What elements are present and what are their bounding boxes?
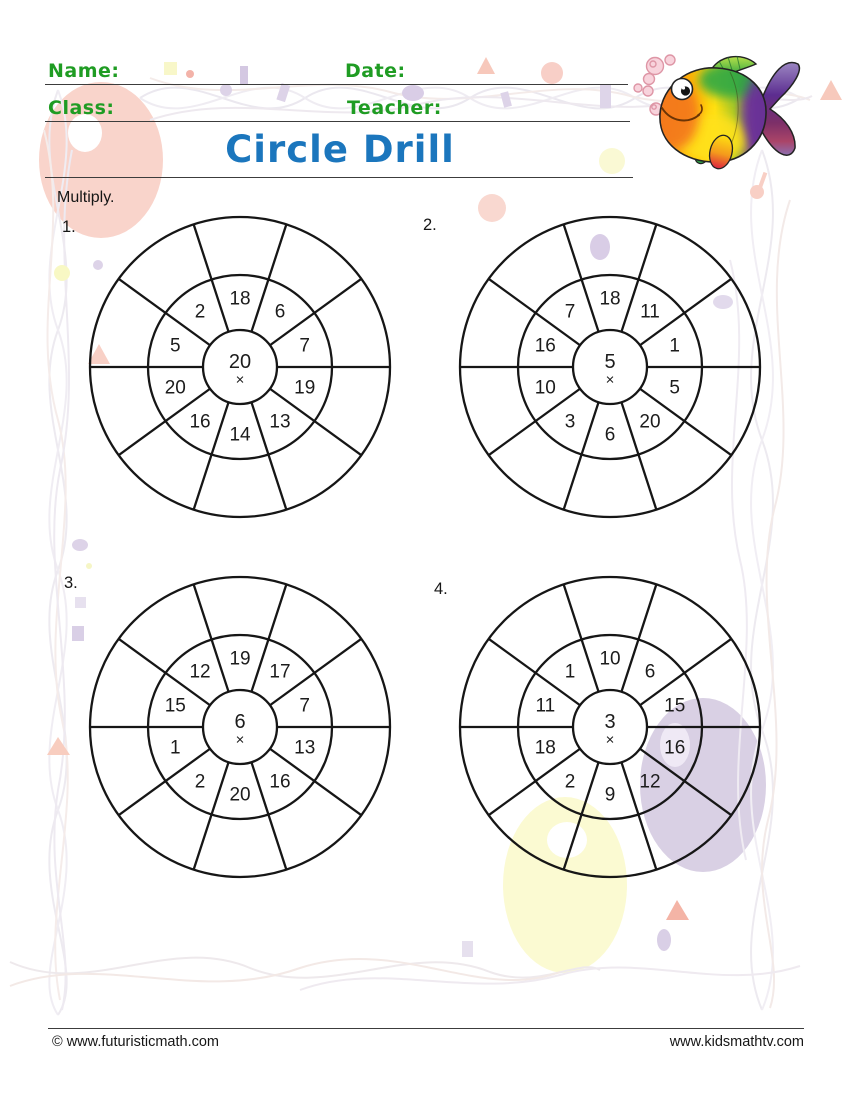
sector-value: 20 bbox=[164, 377, 186, 399]
sector-value: 13 bbox=[294, 737, 316, 759]
sector-value: 18 bbox=[229, 288, 251, 310]
sector-value: 6 bbox=[274, 301, 286, 323]
name-date-writing-line bbox=[45, 84, 628, 85]
instruction-text: Multiply. bbox=[57, 189, 115, 206]
teacher-label: Teacher: bbox=[347, 97, 442, 119]
sector-value: 11 bbox=[640, 301, 660, 323]
sector-value: 11 bbox=[535, 695, 556, 717]
sector-value: 20 bbox=[229, 784, 251, 806]
sector-value: 9 bbox=[604, 784, 616, 806]
question-label-4: 4. bbox=[434, 580, 448, 598]
question-label-2: 2. bbox=[423, 216, 437, 234]
sector-value: 20 bbox=[639, 411, 661, 433]
operator-sign: × bbox=[235, 371, 245, 389]
sector-value: 19 bbox=[294, 377, 316, 399]
footer-right-text: www.kidsmathtv.com bbox=[669, 1034, 804, 1050]
sector-value: 16 bbox=[664, 737, 686, 759]
sector-value: 6 bbox=[644, 661, 656, 683]
sector-value: 5 bbox=[170, 335, 181, 357]
sector-value: 2 bbox=[564, 771, 576, 793]
sector-value: 7 bbox=[299, 335, 310, 357]
sector-value: 12 bbox=[639, 771, 661, 793]
sector-value: 2 bbox=[194, 301, 206, 323]
sector-value: 12 bbox=[189, 661, 211, 683]
date-label: Date: bbox=[345, 60, 406, 82]
circle-drill-1 bbox=[85, 212, 395, 522]
sector-value: 7 bbox=[564, 301, 576, 323]
operator-sign: × bbox=[605, 371, 615, 389]
sector-value: 14 bbox=[229, 424, 251, 446]
sector-value: 7 bbox=[299, 695, 310, 717]
question-label-3: 3. bbox=[64, 574, 78, 592]
center-value: 3 bbox=[604, 711, 616, 733]
footer-divider bbox=[48, 1028, 804, 1029]
sector-value: 19 bbox=[229, 648, 251, 670]
operator-sign: × bbox=[605, 731, 615, 749]
page-title: Circle Drill bbox=[225, 128, 455, 171]
class-label: Class: bbox=[48, 97, 115, 119]
sector-value: 6 bbox=[604, 424, 616, 446]
name-label: Name: bbox=[48, 60, 120, 82]
sector-value: 10 bbox=[534, 377, 556, 399]
circle-drill-4 bbox=[455, 572, 765, 882]
sector-value: 16 bbox=[269, 771, 291, 793]
footer-left-text: © www.futuristicmath.com bbox=[52, 1034, 219, 1050]
sector-value: 15 bbox=[164, 695, 186, 717]
sector-value: 10 bbox=[599, 648, 621, 670]
sector-value: 1 bbox=[669, 335, 680, 357]
class-teacher-writing-line bbox=[45, 121, 630, 122]
fish-clipart bbox=[633, 52, 805, 178]
circle-drill-2 bbox=[455, 212, 765, 522]
sector-value: 3 bbox=[564, 411, 576, 433]
sector-value: 2 bbox=[194, 771, 206, 793]
sector-value: 16 bbox=[189, 411, 211, 433]
sector-value: 18 bbox=[534, 737, 556, 759]
center-value: 6 bbox=[234, 711, 246, 733]
sector-value: 15 bbox=[664, 695, 686, 717]
sector-value: 1 bbox=[170, 737, 181, 759]
sector-value: 13 bbox=[269, 411, 291, 433]
sector-value: 17 bbox=[269, 661, 291, 683]
center-value: 5 bbox=[604, 351, 616, 373]
fish-eye-icon bbox=[672, 79, 693, 100]
center-value: 20 bbox=[228, 351, 252, 373]
sector-value: 5 bbox=[669, 377, 680, 399]
sector-value: 18 bbox=[599, 288, 621, 310]
sector-value: 1 bbox=[564, 661, 576, 683]
sector-value: 16 bbox=[534, 335, 556, 357]
title-underline bbox=[45, 177, 633, 178]
operator-sign: × bbox=[235, 731, 245, 749]
question-label-1: 1. bbox=[62, 218, 76, 236]
circle-drill-3 bbox=[85, 572, 395, 882]
